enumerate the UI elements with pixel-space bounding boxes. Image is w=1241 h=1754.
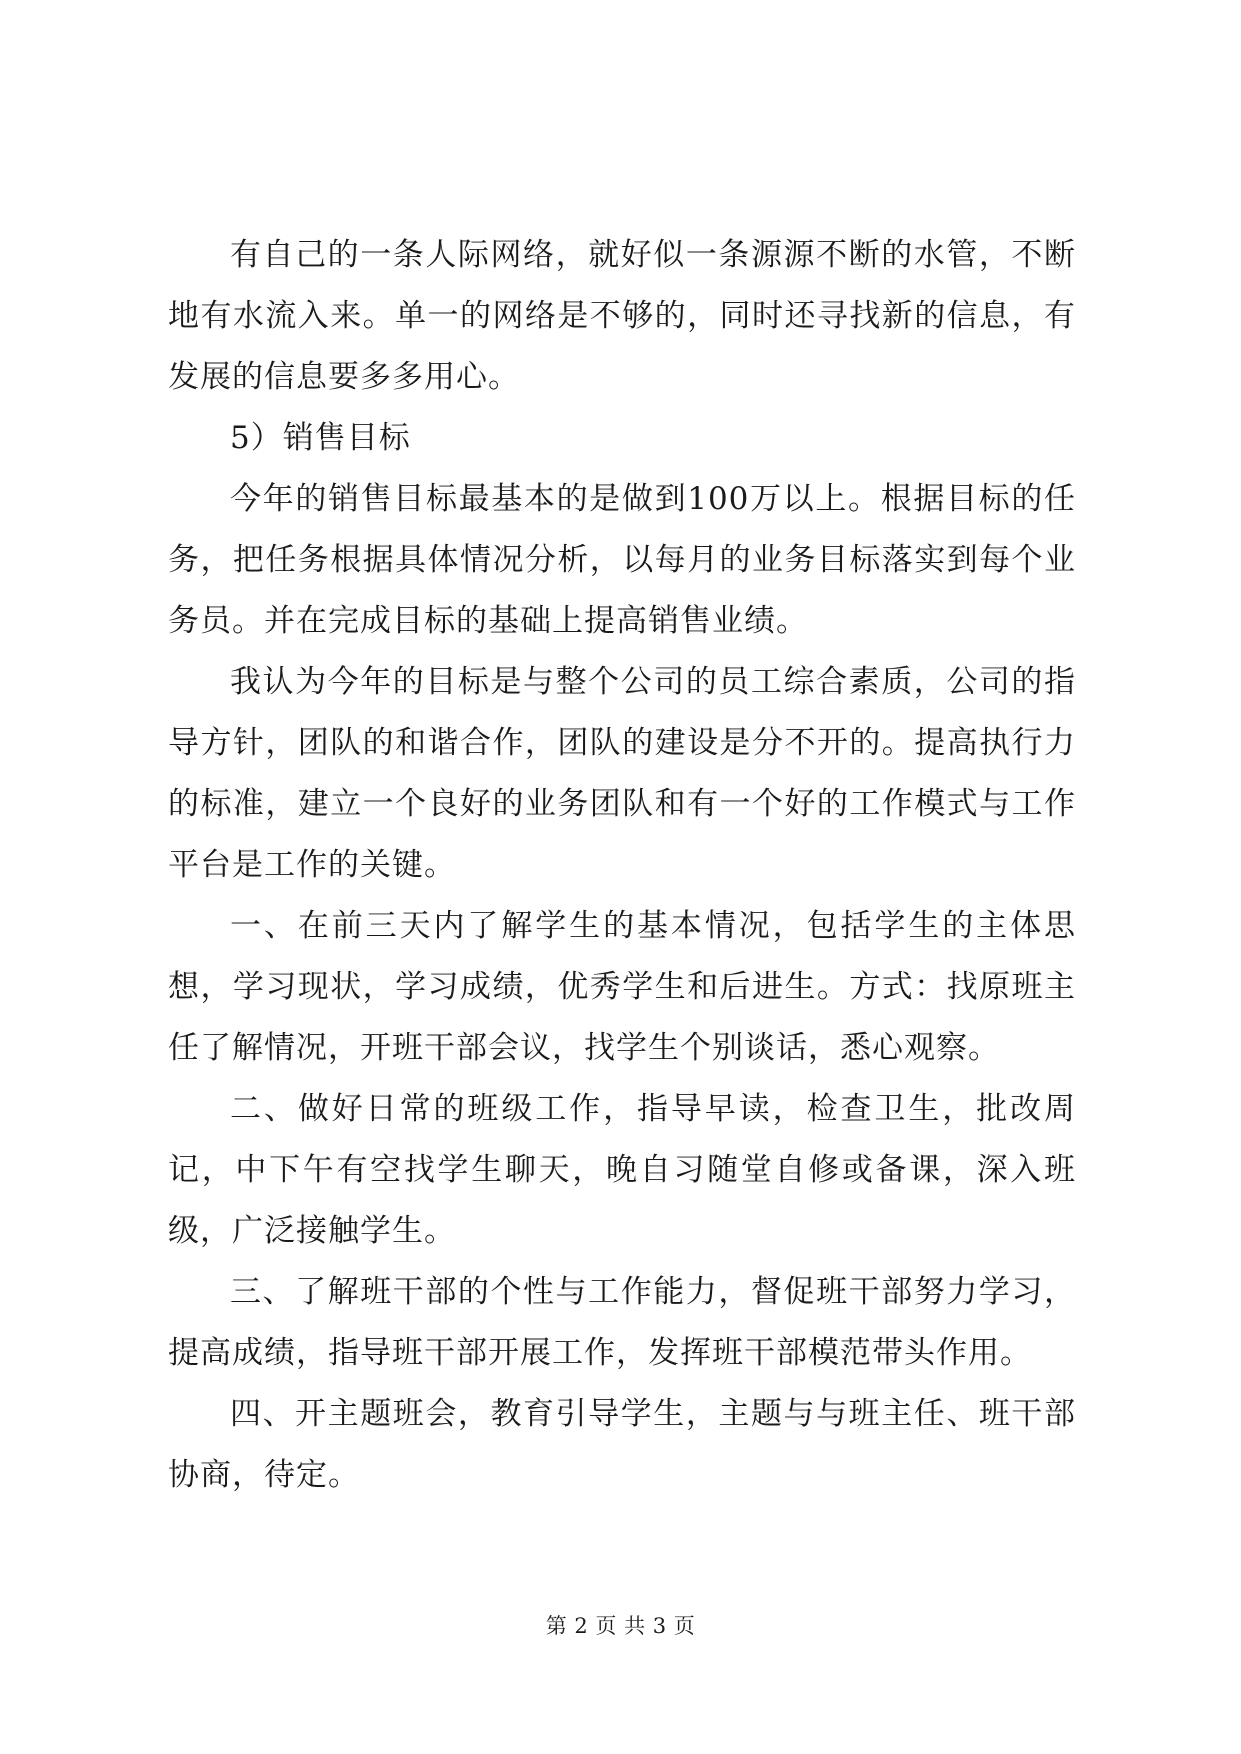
paragraph-sales-goal: 今年的销售目标最基本的是做到100万以上。根据目标的任务，把任务根据具体情况分析，以每月的业务目标落实到每个业务员。并在完成目标的基础上提高销售业绩。 (168, 481, 1076, 639)
paragraph-item-one: 一、在前三天内了解学生的基本情况，包括学生的主体思想，学习现状，学习成绩，优秀学生和后进生。方式：找原班主任了解情况，开班干部会议，找学生个别谈话，悉心观察。 (168, 908, 1076, 1066)
page-number-footer: 第 2 页 共 3 页 (545, 1614, 696, 1638)
paragraph-network: 有自己的一条人际网络，就好似一条源源不断的水管，不断地有水流入来。单一的网络是不够的，同时还寻找新的信息，有发展的信息要多多用心。 (168, 237, 1076, 395)
paragraph-item-four: 四、开主题班会，教育引导学生，主题与与班主任、班干部协商，待定。 (168, 1396, 1076, 1493)
heading-sales-target: 5）销售目标 (230, 420, 411, 456)
document-body (168, 225, 1076, 1506)
paragraph-item-two: 二、做好日常的班级工作，指导早读，检查卫生，批改周记，中下午有空找学生聊天，晚自习随堂自修或备课，深入班级，广泛接触学生。 (168, 1091, 1076, 1249)
paragraph-item-three: 三、了解班干部的个性与工作能力，督促班干部努力学习，提高成绩，指导班干部开展工作，发挥班干部模范带头作用。 (168, 1274, 1076, 1371)
paragraph-team-goal: 我认为今年的目标是与整个公司的员工综合素质，公司的指导方针，团队的和谐合作，团队的建设是分不开的。提高执行力的标准，建立一个良好的业务团队和有一个好的工作模式与工作平台是工作的关键。 (168, 664, 1076, 883)
